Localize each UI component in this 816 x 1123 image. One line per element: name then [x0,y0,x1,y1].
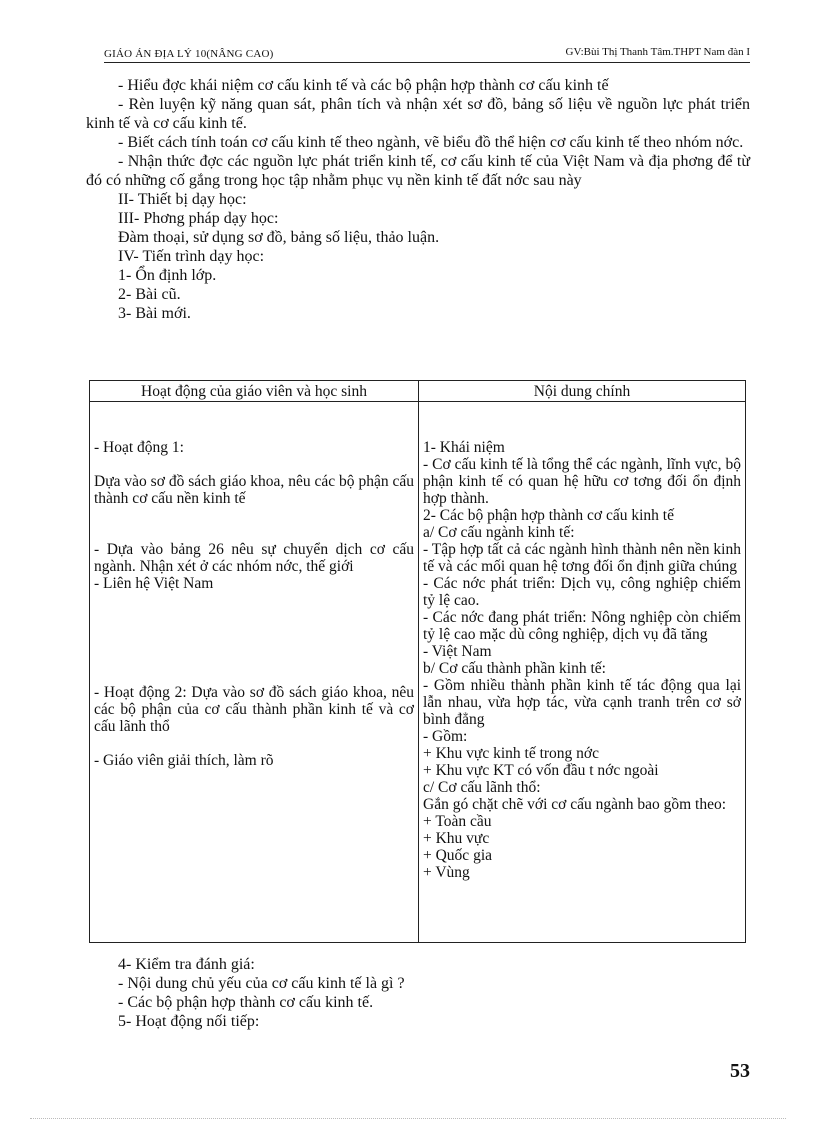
intro-section [86,76,750,323]
content-line: b/ Cơ cấu thành phần kinh tế: [423,660,606,677]
process-step: 3- Bài mới. [118,305,191,322]
content-line: a/ Cơ cấu ngành kinh tế: [423,524,575,541]
page-header [104,42,750,63]
content-line: - Cơ cấu kinh tế là tổng thể các ngành, lĩnh vực, bộ phận kinh tế có quan hệ hữu cơ tơng đối ổn định hợp thành. [423,456,741,507]
content-line: + Toàn cầu [423,813,492,830]
lesson-table [89,380,746,943]
activity-2-note: - Giáo viên giải thích, làm rõ [94,752,274,769]
assessment-question: - Các bộ phận hợp thành cơ cấu kinh tế. [118,994,374,1011]
content-line: - Các nớc đang phát triển: Nông nghiệp còn chiếm tỷ lệ cao mặc dù công nghiệp, dịch vụ đã tăng [423,609,741,643]
section-heading-process: IV- Tiến trình dạy học: [118,248,265,265]
page-number: 53 [730,1060,750,1082]
activities-column [90,402,419,943]
content-line: 2- Các bộ phận hợp thành cơ cấu kinh tế [423,507,674,524]
content-line: - Gồm: [423,728,468,745]
objective-line: - Hiểu đợc khái niệm cơ cấu kinh tế và các bộ phận hợp thành cơ cấu kinh tế [118,77,609,94]
activity-1-link: - Liên hệ Việt Nam [94,575,214,592]
section-heading-method: III- Phơng pháp dạy học: [118,210,279,227]
header-author: GV:Bùi Thị Thanh Tâm.THPT Nam đàn I [565,46,750,58]
activity-1-text: Dựa vào sơ đồ sách giáo khoa, nêu các bộ phận cấu thành cơ cấu nền kinh tế [94,473,414,507]
process-step: 1- Ổn định lớp. [118,267,217,284]
page-divider [30,1118,786,1119]
section-heading-equipment: II- Thiết bị dạy học: [118,191,247,208]
content-line: + Quốc gia [423,847,493,864]
content-line: - Gồm nhiều thành phần kinh tế tác động qua lại lẫn nhau, vừa hợp tác, vừa cạnh tranh trên cơ sở bình đẳng [423,677,741,728]
follow-up-heading: 5- Hoạt động nối tiếp: [118,1013,260,1030]
content-line: - Các nớc phát triển: Dịch vụ, công nghiệp chiếm tỷ lệ cao. [423,575,741,609]
footer-section [86,955,750,1031]
content-line: 1- Khái niệm [423,439,505,456]
objective-line: - Nhận thức đợc các nguồn lực phát triển kinh tế, cơ cấu kinh tế của Việt Nam và địa phơng để từ đó có những cố gắng trong học tập nhằm phục vụ nền kinh tế đất nớc sau này [86,153,750,189]
content-line: + Khu vực [423,830,490,847]
table-header-content: Nội dung chính [419,381,746,402]
content-line: + Khu vực KT có vốn đầu t nớc ngoài [423,762,659,779]
assessment-question: - Nội dung chủ yếu của cơ cấu kinh tế là gì ? [118,975,405,992]
content-column [419,402,746,943]
content-line: Gắn gó chặt chẽ với cơ cấu ngành bao gồm theo: [423,796,727,813]
content-line: c/ Cơ cấu lãnh thổ: [423,779,541,796]
activity-2-text: - Hoạt động 2: Dựa vào sơ đồ sách giáo khoa, nêu các bộ phận của cơ cấu thành phần kinh tế và cơ cấu lãnh thổ [94,684,414,735]
table-header-activities: Hoạt động của giáo viên và học sinh [90,381,419,402]
objective-line: - Biết cách tính toán cơ cấu kinh tế theo ngành, vẽ biểu đồ thể hiện cơ cấu kinh tế theo nhóm nớc. [118,134,744,151]
content-line: - Tập hợp tất cả các ngành hình thành nên nền kinh tế và các mối quan hệ tơng đối ổn định giữa chúng [423,541,741,575]
header-title: GIÁO ÁN ĐỊA LÝ 10(NÂNG CAO) [104,48,274,60]
content-line: + Khu vực kinh tế trong nớc [423,745,600,762]
content-line: - Việt Nam [423,643,492,660]
process-step: 2- Bài cũ. [118,286,181,303]
method-text: Đàm thoại, sử dụng sơ đồ, bảng số liệu, thảo luận. [118,229,440,246]
activity-1-heading: - Hoạt động 1: [94,439,184,456]
content-line: + Vùng [423,864,470,881]
activity-1-task: - Dựa vào bảng 26 nêu sự chuyển dịch cơ cấu ngành. Nhận xét ở các nhóm nớc, thế giới [94,541,414,575]
objective-line: - Rèn luyện kỹ năng quan sát, phân tích và nhận xét sơ đồ, bảng số liệu về nguồn lực phát triển kinh tế và cơ cấu kinh tế. [86,96,750,132]
assessment-heading: 4- Kiểm tra đánh giá: [118,956,255,973]
